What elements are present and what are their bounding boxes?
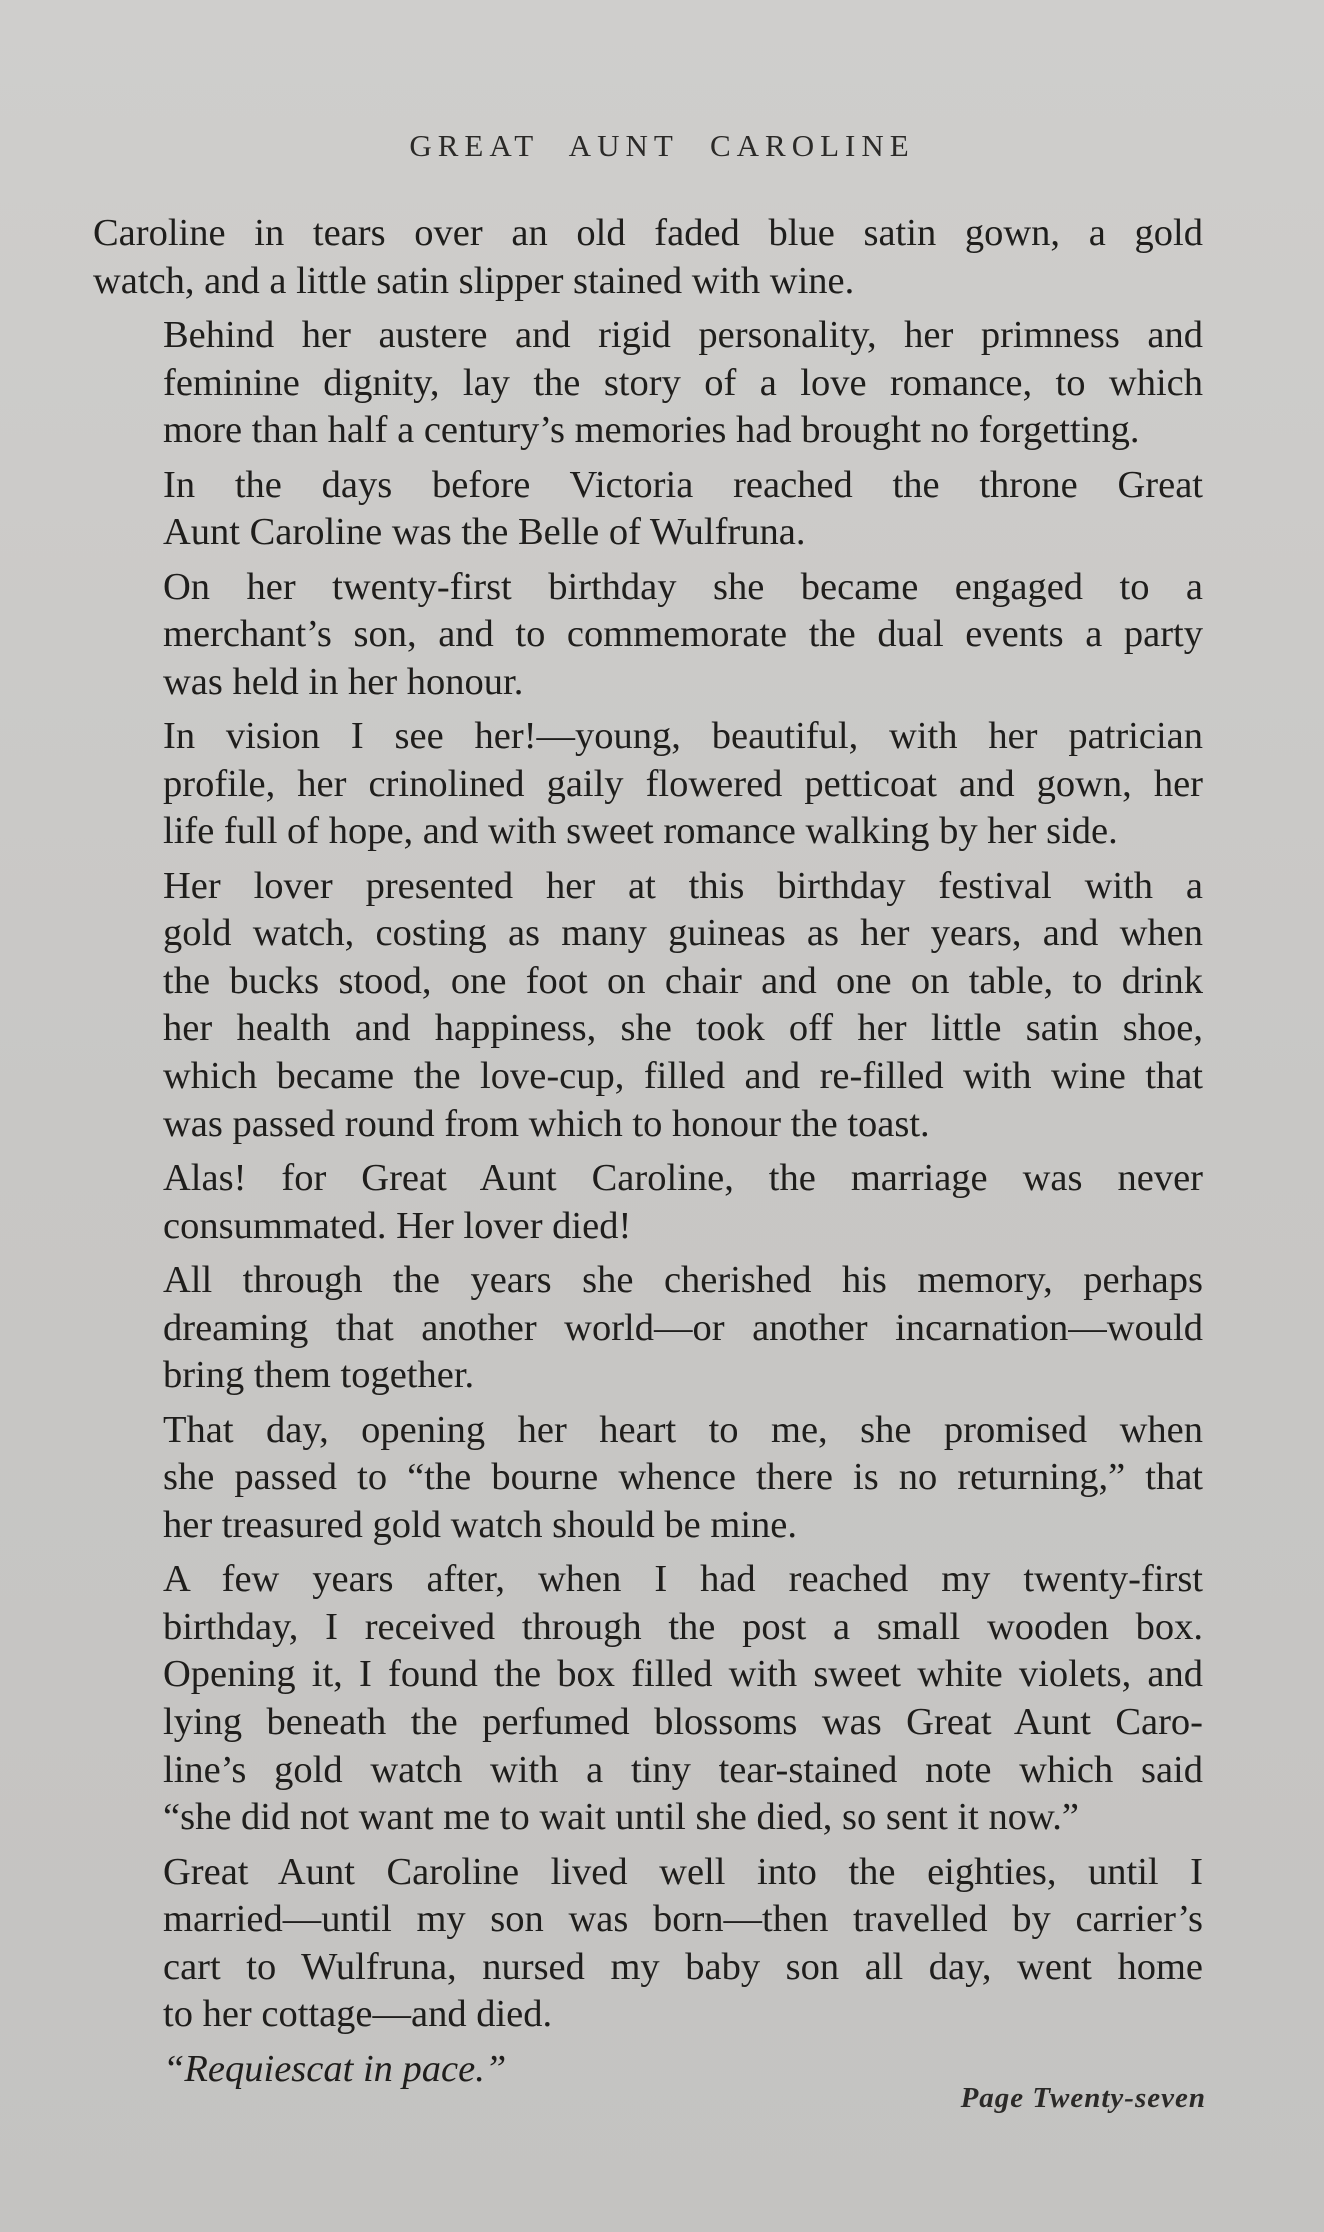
paragraph (93, 210, 1203, 305)
text-line: her treasured gold watch should be mine. (163, 1503, 797, 1546)
text-line: Great Aunt Caroline lived well into the eighties, until I (163, 1850, 1203, 1893)
text-line: watch, and a little satin slipper stained with wine. (93, 259, 855, 302)
text-line: On her twenty-first birthday she became engaged to a (163, 565, 1203, 608)
text-line: Caroline in tears over an old faded blue satin gown, a gold (93, 212, 1203, 254)
paragraph (93, 1556, 1203, 1842)
paragraph (93, 1849, 1203, 2039)
paragraph (93, 462, 1203, 557)
text-line: feminine dignity, lay the story of a love romance, to which (163, 361, 1203, 404)
text-line: Alas! for Great Aunt Caroline, the marriage was never (163, 1157, 1203, 1200)
paragraph (93, 564, 1203, 707)
text-line: cart to Wulfruna, nursed my baby son all day, went home (163, 1945, 1203, 1988)
text-line: A few years after, when I had reached my twenty-first (163, 1558, 1203, 1601)
text-line: Aunt Caroline was the Belle of Wulfruna. (163, 511, 806, 554)
text-line: lying beneath the perfumed blossoms was Great Aunt Caro- (163, 1700, 1203, 1743)
text-line: the bucks stood, one foot on chair and one on table, to drink (163, 959, 1203, 1002)
text-line: her health and happiness, she took off her little satin shoe, (163, 1007, 1203, 1050)
page-number: Page Twenty-seven (960, 2082, 1206, 2114)
paragraph (93, 713, 1203, 856)
text-line: birthday, I received through the post a small wooden box. (163, 1605, 1203, 1648)
text-line: consummated. Her lover died! (163, 1204, 632, 1247)
paragraph (93, 1155, 1203, 1250)
text-line: which became the love-cup, filled and re-filled with wine that (163, 1055, 1203, 1098)
text-line: bring them together. (163, 1354, 475, 1397)
text-line: In vision I see her!—young, beautiful, with her patrician (163, 715, 1203, 758)
text-line: profile, her crinolined gaily flowered petticoat and gown, her (163, 762, 1203, 805)
text-line: All through the years she cherished his memory, perhaps (163, 1259, 1203, 1302)
text-line: Opening it, I found the box filled with sweet white violets, and (163, 1653, 1203, 1696)
text-line: Her lover presented her at this birthday festival with a (163, 864, 1203, 907)
paragraph (93, 1407, 1203, 1550)
text-line: “she did not want me to wait until she died, so sent it now.” (163, 1796, 1080, 1839)
paragraph (93, 312, 1203, 455)
paragraph (93, 863, 1203, 1149)
text-line: gold watch, costing as many guineas as her years, and when (163, 912, 1203, 955)
text-line: to her cottage—and died. (163, 1993, 553, 2036)
text-line: married—until my son was born—then travelled by carrier’s (163, 1898, 1203, 1941)
text-line: In the days before Victoria reached the throne Great (163, 463, 1203, 506)
closing-quote: “Requiescat in pace.” (163, 2047, 507, 2090)
body-text (93, 210, 1203, 2100)
text-line: was passed round from which to honour the toast. (163, 1102, 930, 1145)
text-line: life full of hope, and with sweet romance walking by her side. (163, 810, 1118, 853)
text-line: That day, opening her heart to me, she promised when (163, 1408, 1203, 1451)
text-line: dreaming that another world—or another incarnation—would (163, 1306, 1203, 1349)
text-line: Behind her austere and rigid personality, her primness and (163, 313, 1203, 356)
text-line: more than half a century’s memories had brought no forgetting. (163, 409, 1140, 452)
text-line: was held in her honour. (163, 660, 524, 703)
text-line: line’s gold watch with a tiny tear-stained note which said (163, 1748, 1203, 1791)
text-line: she passed to “the bourne whence there is no returning,” that (163, 1456, 1203, 1499)
paragraph (93, 1257, 1203, 1400)
text-line: merchant’s son, and to commemorate the dual events a party (163, 613, 1203, 656)
running-head: GREAT AUNT CAROLINE (409, 128, 915, 163)
